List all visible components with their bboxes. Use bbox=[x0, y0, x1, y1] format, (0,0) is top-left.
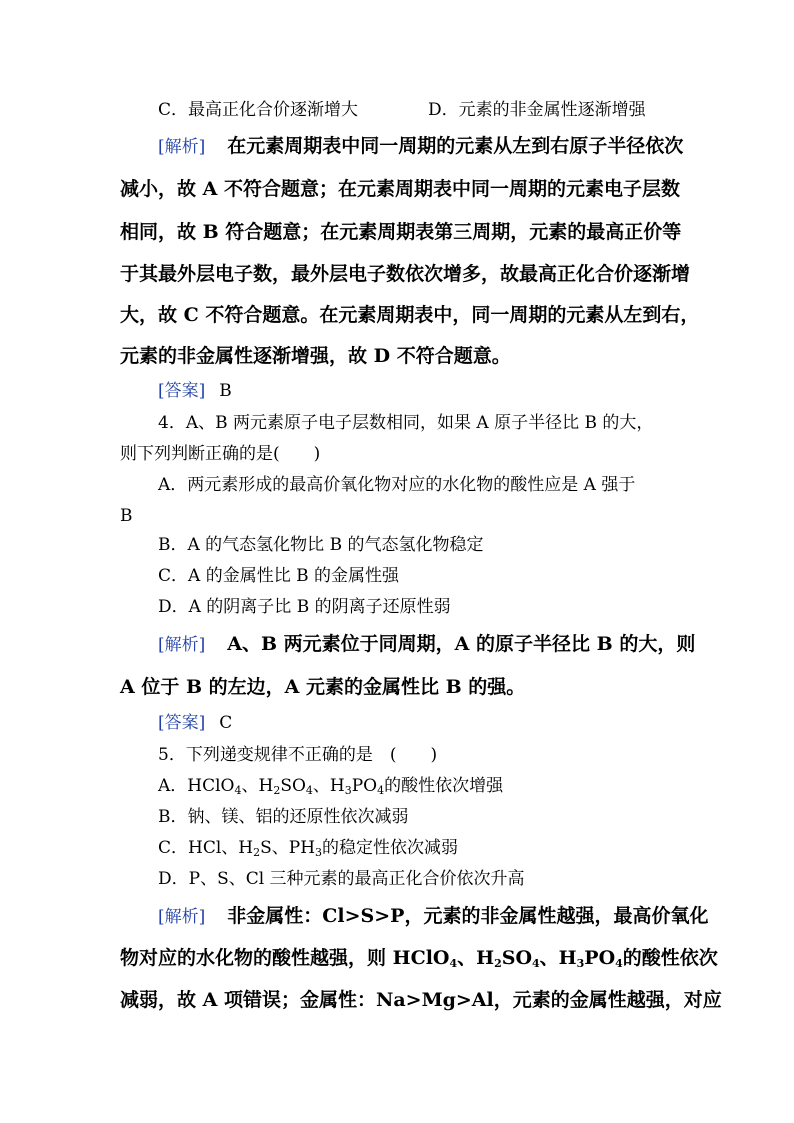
q5-option-c bbox=[158, 837, 458, 859]
q4-option-c bbox=[158, 565, 399, 587]
q3-option-d bbox=[428, 99, 646, 121]
formula-part: A．HClO bbox=[158, 776, 235, 796]
analysis-tag: [解析] bbox=[158, 137, 206, 157]
q4-stem-text: 4．A、B 两元素原子电子层数相同，如果 A 原子半径比 B 的大， bbox=[158, 413, 654, 433]
q4-stem-line-1 bbox=[158, 412, 653, 434]
subscript: 4 bbox=[615, 957, 623, 970]
q4-analysis-line-1 bbox=[158, 632, 695, 657]
q5-option-a bbox=[158, 775, 503, 797]
subscript: 2 bbox=[494, 957, 502, 970]
q5-analysis-line-1 bbox=[158, 904, 708, 929]
analysis-text: 相同，故 B 符合题意；在元素周期表第三周期，元素的最高正价等 bbox=[120, 221, 682, 243]
q3-option-c bbox=[158, 99, 358, 121]
formula-part: C．HCl、H bbox=[158, 838, 254, 858]
formula-part: 、H bbox=[241, 776, 274, 796]
subscript: 3 bbox=[576, 957, 585, 970]
q4-answer bbox=[158, 712, 232, 734]
q4-analysis-line-2 bbox=[120, 675, 525, 699]
q4-option-b-text: B．A 的气态氢化物比 B 的气态氢化物稳定 bbox=[158, 535, 484, 555]
q4-option-a-line-2 bbox=[120, 505, 133, 527]
q5-stem-text: 5．下列递变规律不正确的是 ( ) bbox=[158, 745, 438, 765]
q3-answer bbox=[158, 380, 232, 402]
answer-text: C bbox=[219, 713, 233, 733]
subscript: 4 bbox=[449, 957, 458, 970]
analysis-tag: [解析] bbox=[158, 635, 206, 655]
q4-option-d-text: D．A 的阴离子比 B 的阴离子还原性弱 bbox=[158, 597, 451, 617]
q4-option-c-text: C．A 的金属性比 B 的金属性强 bbox=[158, 566, 399, 586]
formula-part: SO bbox=[501, 947, 533, 969]
formula-part: S、PH bbox=[260, 838, 316, 858]
q5-option-d bbox=[158, 868, 525, 890]
q3-analysis-line-5 bbox=[120, 303, 699, 327]
formula-part: 的酸性依次 bbox=[622, 947, 718, 969]
q5-analysis-line-3 bbox=[120, 988, 722, 1012]
q3-analysis-line-6 bbox=[120, 344, 511, 368]
analysis-text: A、B 两元素位于同周期，A 的原子半径比 B 的大，则 bbox=[227, 633, 696, 655]
subscript: 4 bbox=[234, 784, 242, 797]
formula-part: PO bbox=[584, 947, 616, 969]
analysis-text: 非金属性：Cl>S>P，元素的非金属性越强，最高价氧化 bbox=[227, 905, 709, 927]
formula-part: 、H bbox=[312, 776, 345, 796]
q4-option-b bbox=[158, 534, 483, 556]
q5-option-b bbox=[158, 806, 409, 828]
subscript: 3 bbox=[344, 784, 352, 797]
subscript: 3 bbox=[315, 846, 323, 859]
q3-analysis-line-2 bbox=[120, 177, 680, 201]
q4-option-a-text: A．两元素形成的最高价氧化物对应的水化物的酸性应是 A 强于 bbox=[158, 475, 636, 495]
q5-option-d-text: D．P、S、Cl 三种元素的最高正化合价依次升高 bbox=[158, 869, 525, 889]
q3-option-d-text: D．元素的非金属性逐渐增强 bbox=[428, 100, 646, 120]
answer-tag: [答案] bbox=[158, 381, 206, 401]
analysis-text: 减小，故 A 不符合题意；在元素周期表中同一周期的元素电子层数 bbox=[120, 178, 680, 200]
analysis-text: 在元素周期表中同一周期的元素从左到右原子半径依次 bbox=[227, 135, 684, 157]
formula-part: 的酸性依次增强 bbox=[384, 776, 504, 796]
analysis-tag: [解析] bbox=[158, 907, 206, 927]
formula-part: SO bbox=[280, 776, 306, 796]
q4-option-a-text: B bbox=[120, 506, 133, 526]
q5-analysis-line-2 bbox=[120, 946, 718, 970]
q4-stem-line-2 bbox=[120, 443, 320, 465]
subscript: 2 bbox=[273, 784, 281, 797]
formula-part: 、H bbox=[539, 947, 577, 969]
subscript: 4 bbox=[532, 957, 540, 970]
formula-part: 、H bbox=[457, 947, 495, 969]
formula-part: 物对应的水化物的酸性越强，则 HClO bbox=[120, 947, 450, 969]
answer-text: B bbox=[219, 381, 232, 401]
q5-stem bbox=[158, 744, 437, 766]
q4-option-a-line-1 bbox=[158, 474, 635, 496]
q5-option-b-text: B．钠、镁、铝的还原性依次减弱 bbox=[158, 807, 409, 827]
q3-analysis-line-3 bbox=[120, 220, 681, 244]
q4-stem-text: 则下列判断正确的是( ) bbox=[120, 444, 321, 464]
formula-part: 的稳定性依次减弱 bbox=[322, 838, 459, 858]
analysis-text: 减弱，故 A 项错误；金属性：Na>Mg>Al，元素的金属性越强，对应 bbox=[120, 989, 722, 1011]
formula-part: PO bbox=[351, 776, 378, 796]
subscript: 2 bbox=[253, 846, 261, 859]
answer-tag: [答案] bbox=[158, 713, 206, 733]
analysis-text: 大，故 C 不符合题意。在元素周期表中，同一周期的元素从左到右， bbox=[120, 304, 700, 326]
subscript: 4 bbox=[305, 784, 313, 797]
analysis-text: 于其最外层电子数，最外层电子数依次增多，故最高正化合价逐渐增 bbox=[120, 263, 691, 285]
analysis-text: A 位于 B 的左边，A 元素的金属性比 B 的强。 bbox=[120, 676, 526, 698]
q3-analysis-line-1 bbox=[158, 134, 683, 159]
q3-analysis-line-4 bbox=[120, 262, 690, 286]
analysis-text: 元素的非金属性逐渐增强，故 D 不符合题意。 bbox=[120, 345, 511, 367]
subscript: 4 bbox=[377, 784, 385, 797]
q4-option-d bbox=[158, 596, 451, 618]
q3-option-c-text: C．最高正化合价逐渐增大 bbox=[158, 100, 359, 120]
